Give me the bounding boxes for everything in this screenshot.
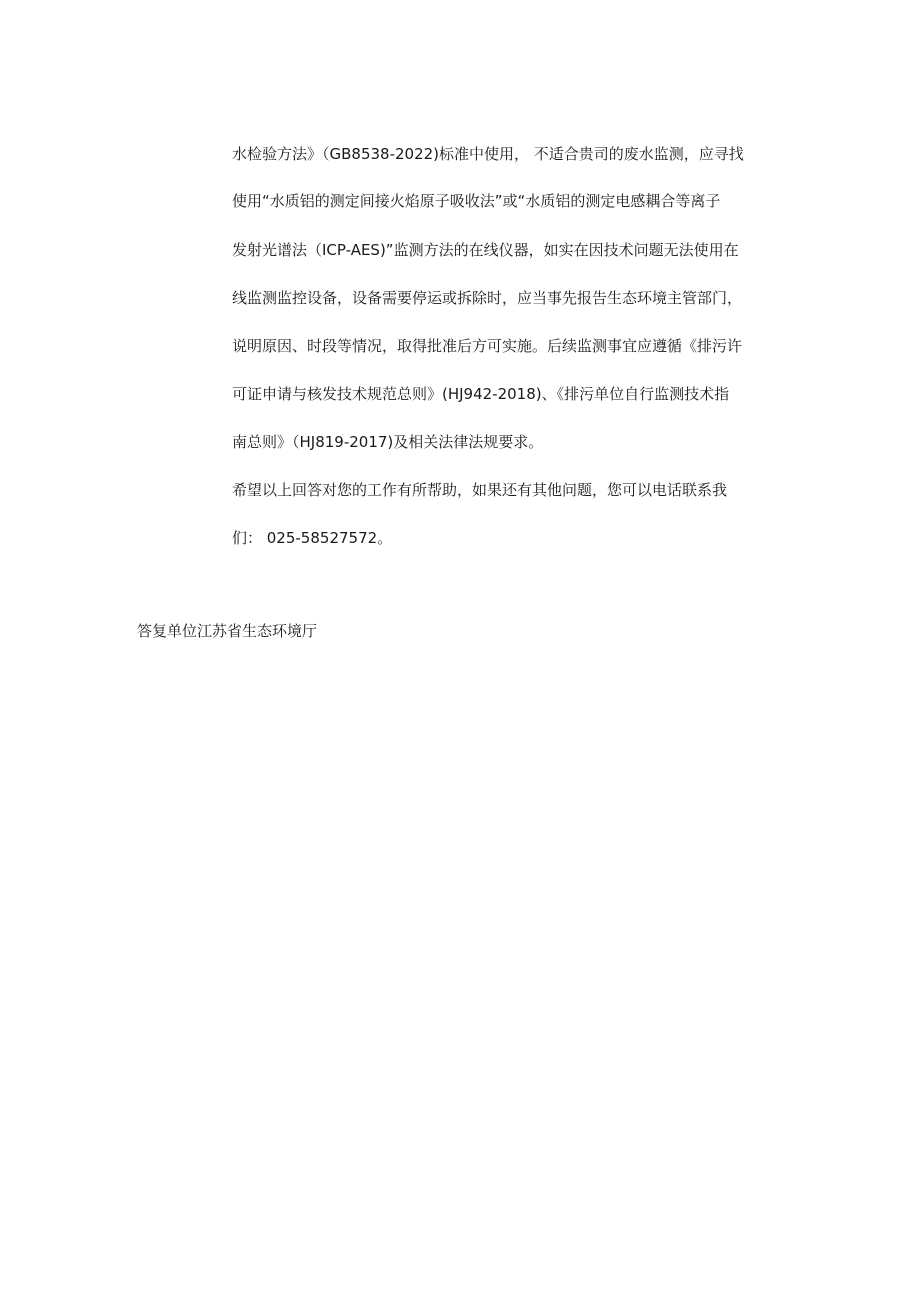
paragraph-line: 水检验方法》（GB8538-2022)标准中使用， 不适合贵司的废水监测，应寻找 <box>232 145 744 163</box>
paragraph-line: 说明原因、时段等情况，取得批准后方可实施。后续监测事宜应遵循《排污许 <box>232 337 743 355</box>
paragraph-line: 可证申请与核发技术规范总则》(HJ942-2018)、《排污单位自行监测技术指 <box>232 385 730 403</box>
contact-phone-line: 们： 025-58527572。 <box>232 529 393 547</box>
paragraph-line: 使用“水质铝的测定间接火焰原子吸收法”或“水质铝的测定电感耦合等离子 <box>232 192 721 210</box>
reply-unit: 答复单位江苏省生态环境厅 <box>137 622 318 640</box>
paragraph-line: 线监测监控设备，设备需要停运或拆除时，应当事先报告生态环境主管部门， <box>232 289 743 307</box>
paragraph-line: 南总则》（HJ819-2017)及相关法律法规要求。 <box>232 433 544 451</box>
closing-line: 希望以上回答对您的工作有所帮助，如果还有其他问题，您可以电话联系我 <box>232 481 728 499</box>
paragraph-line: 发射光谱法（ICP-AES)”监测方法的在线仪器，如实在因技术问题无法使用在 <box>232 241 739 259</box>
